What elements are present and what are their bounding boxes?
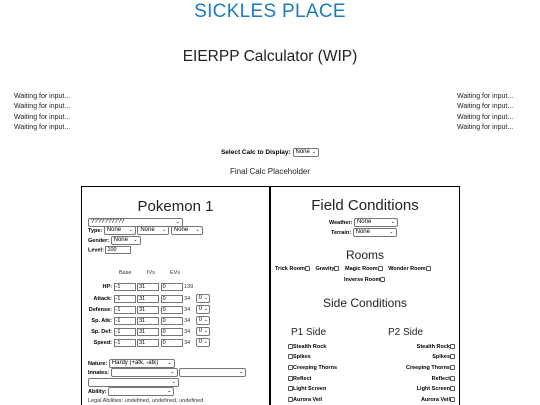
final-calc-placeholder: Final Calc Placeholder xyxy=(229,167,311,176)
p2-condition-checkbox[interactable] xyxy=(450,365,455,370)
room-label-gravity: Gravity xyxy=(315,266,335,272)
stat-iv-input[interactable]: 31 xyxy=(137,317,159,325)
nature-value: Hardy (+atk, -atk) xyxy=(111,360,159,366)
chevron-down-icon: ⌄ xyxy=(133,237,138,243)
p2-side-title: P2 Side xyxy=(388,327,424,338)
stat-ev-input[interactable]: 0 xyxy=(161,295,183,303)
chevron-down-icon: ⌄ xyxy=(390,219,395,225)
p2-condition-label: Creeping Thorns xyxy=(405,365,450,371)
p2-condition-checkbox[interactable] xyxy=(450,354,455,359)
stat-total: 34 xyxy=(184,339,191,346)
chevron-down-icon: ⌄ xyxy=(162,227,167,233)
stat-row xyxy=(82,327,210,336)
base-header: Base xyxy=(119,270,132,276)
stat-iv-input[interactable]: 31 xyxy=(137,328,159,336)
status-line: Waiting for input... xyxy=(457,113,514,121)
chevron-down-icon: ⌄ xyxy=(171,379,176,385)
stat-total: 34 xyxy=(184,317,191,324)
stat-base-input[interactable]: -1 xyxy=(114,317,136,325)
inverse-room-checkbox[interactable] xyxy=(380,277,385,282)
type1-value: None xyxy=(106,227,122,233)
p2-condition xyxy=(406,365,455,371)
chevron-down-icon: ⌄ xyxy=(204,317,209,323)
species-value: ?????????? xyxy=(91,219,125,225)
chevron-down-icon: ⌄ xyxy=(167,360,172,366)
innate3-dropdown[interactable] xyxy=(88,378,179,387)
level-label: Level: xyxy=(88,247,104,254)
stat-row xyxy=(82,316,210,325)
level-input[interactable]: 100 xyxy=(105,246,131,254)
p2-condition-label: Reflect xyxy=(431,376,450,382)
p2-condition xyxy=(421,397,455,403)
stat-row xyxy=(82,338,210,347)
select-calc-label: Select Calc to Display: xyxy=(220,149,291,157)
chevron-down-icon: ⌄ xyxy=(204,295,209,301)
magic-room-checkbox[interactable] xyxy=(378,266,383,271)
chevron-down-icon: ⌄ xyxy=(195,227,200,233)
terrain-label: Terrain: xyxy=(331,229,352,236)
chevron-down-icon: ⌄ xyxy=(128,227,133,233)
stat-stage-value: 0 xyxy=(198,306,202,312)
stat-stage-value: 0 xyxy=(198,317,202,323)
stat-row xyxy=(82,305,210,314)
stat-ev-input[interactable]: 0 xyxy=(161,328,183,336)
select-calc-value: None xyxy=(295,149,310,155)
room-label-trick: Trick Room xyxy=(275,266,305,272)
stat-stage-value: 0 xyxy=(198,295,202,301)
p1-condition xyxy=(288,386,326,392)
stat-ev-input[interactable]: 0 xyxy=(161,339,183,347)
status-line: Waiting for input... xyxy=(14,123,71,131)
innates-label: Innates: xyxy=(88,369,110,376)
p2-condition xyxy=(417,344,455,350)
status-column-left xyxy=(14,92,70,133)
gender-label: Gender: xyxy=(88,237,110,244)
stat-base-input[interactable]: -1 xyxy=(114,295,136,303)
stat-iv-input[interactable]: 31 xyxy=(137,306,159,314)
p2-condition-checkbox[interactable] xyxy=(450,386,455,391)
p1-condition-label: Aurora Veil xyxy=(293,397,323,403)
weather-label: Weather: xyxy=(329,219,353,226)
ivs-header: IVs xyxy=(147,270,155,276)
pokemon-panel xyxy=(82,187,269,405)
stat-label: Attack: xyxy=(93,295,112,302)
stat-total: 34 xyxy=(184,328,191,335)
gender-value: None xyxy=(113,237,128,243)
chevron-down-icon: ⌄ xyxy=(204,339,209,345)
stat-ev-input[interactable]: 0 xyxy=(161,283,183,291)
stat-total: 34 xyxy=(184,306,191,313)
innate2-dropdown[interactable] xyxy=(179,368,246,377)
type3-dropdown[interactable] xyxy=(171,226,203,235)
stat-label: HP: xyxy=(102,284,112,291)
p1-condition-label: Light Screen xyxy=(293,386,327,392)
page-title: EIERPP Calculator (WIP) xyxy=(182,48,358,65)
stat-stage-dropdown[interactable] xyxy=(196,294,210,303)
nature-label: Nature: xyxy=(88,360,108,367)
innate1-dropdown[interactable] xyxy=(111,368,178,377)
p2-condition-checkbox[interactable] xyxy=(450,397,455,402)
trick-room-checkbox[interactable] xyxy=(305,266,310,271)
p1-condition xyxy=(288,376,311,382)
p2-condition-label: Stealth Rock xyxy=(416,344,450,350)
stat-label: Defense: xyxy=(88,306,112,313)
type1-dropdown[interactable] xyxy=(104,226,136,235)
p1-condition-label: Creeping Thorns xyxy=(293,365,338,371)
pokemon-title: Pokemon 1 xyxy=(137,198,214,215)
chevron-down-icon: ⌄ xyxy=(311,149,317,155)
status-line: Waiting for input... xyxy=(457,103,514,111)
p2-condition-checkbox[interactable] xyxy=(450,376,455,381)
weather-value: None xyxy=(356,219,372,225)
stat-total: 34 xyxy=(184,295,191,302)
stat-iv-input[interactable]: 31 xyxy=(137,339,159,347)
side-conditions-title: Side Conditions xyxy=(322,296,408,310)
terrain-dropdown[interactable] xyxy=(353,228,397,237)
p1-side-title: P1 Side xyxy=(291,327,327,338)
room-label-wonder: Wonder Room xyxy=(388,266,426,272)
stat-iv-input[interactable]: 31 xyxy=(137,295,159,303)
terrain-value: None xyxy=(355,229,370,235)
status-line: Waiting for input... xyxy=(457,93,514,100)
wonder-room-checkbox[interactable] xyxy=(426,266,431,271)
type3-value: None xyxy=(173,227,189,233)
p2-condition-checkbox[interactable] xyxy=(450,344,455,349)
p1-condition xyxy=(288,354,311,360)
p1-condition xyxy=(288,344,326,350)
p2-condition xyxy=(432,354,455,360)
stat-row xyxy=(82,283,194,291)
type2-dropdown[interactable] xyxy=(137,226,169,235)
stat-label: Sp. Def: xyxy=(91,328,112,335)
stat-row xyxy=(82,294,210,303)
room-label-magic: Magic Room xyxy=(344,266,378,272)
field-panel xyxy=(271,187,459,405)
stat-base-input[interactable]: -1 xyxy=(114,328,136,336)
ability-dropdown[interactable] xyxy=(108,387,174,396)
p2-condition xyxy=(432,376,455,382)
stat-label: Speed: xyxy=(93,339,112,346)
gender-dropdown[interactable] xyxy=(111,236,141,245)
weather-dropdown[interactable] xyxy=(354,218,398,227)
p2-condition-label: Light Screen xyxy=(416,386,450,392)
chevron-down-icon: ⌄ xyxy=(175,219,180,225)
stat-stage-dropdown[interactable] xyxy=(196,316,210,325)
p2-condition-label: Spikes xyxy=(432,354,450,360)
p1-condition xyxy=(288,397,322,403)
chevron-down-icon: ⌄ xyxy=(170,369,175,375)
status-line: Waiting for input... xyxy=(14,113,71,121)
stat-base-input[interactable]: -1 xyxy=(114,339,136,347)
calculator-box xyxy=(81,186,460,405)
stat-stage-dropdown[interactable] xyxy=(196,305,210,314)
stat-label: Sp. Atk: xyxy=(91,317,112,324)
stat-base-input[interactable]: -1 xyxy=(114,306,136,314)
select-calc-dropdown[interactable] xyxy=(293,148,320,157)
legal-abilities: Legal Abilities: undefined, undefined, undefined xyxy=(88,398,204,404)
ability-label: Ability: xyxy=(88,388,107,395)
stat-stage-value: 0 xyxy=(198,339,202,345)
type2-value: None xyxy=(140,227,155,233)
chevron-down-icon: ⌄ xyxy=(238,369,244,375)
stat-ev-input[interactable]: 0 xyxy=(161,317,183,325)
select-calc-row xyxy=(0,148,540,157)
room-label-inverse: Inverse Room xyxy=(344,277,381,283)
p2-condition-label: Aurora Veil xyxy=(420,397,450,403)
gravity-checkbox[interactable] xyxy=(334,266,339,271)
nature-dropdown[interactable] xyxy=(109,359,175,368)
status-column-right xyxy=(457,92,513,133)
p1-condition-label: Reflect xyxy=(293,376,312,382)
chevron-down-icon: ⌄ xyxy=(166,388,172,394)
status-line: Waiting for input... xyxy=(14,103,71,111)
stat-stage-value: 0 xyxy=(198,328,202,334)
stat-ev-input[interactable]: 0 xyxy=(161,306,183,314)
chevron-down-icon: ⌄ xyxy=(204,306,209,312)
type-label: Type: xyxy=(88,227,103,234)
stat-stage-dropdown[interactable] xyxy=(196,327,210,336)
stat-stage-dropdown[interactable] xyxy=(196,338,210,347)
stat-base-input[interactable]: -1 xyxy=(114,283,136,291)
chevron-down-icon: ⌄ xyxy=(204,328,209,334)
evs-header: EVs xyxy=(170,270,181,276)
p1-condition xyxy=(288,365,337,371)
chevron-down-icon: ⌄ xyxy=(389,229,394,235)
status-line: Waiting for input... xyxy=(14,93,71,100)
p1-condition-label: Spikes xyxy=(293,354,311,360)
p2-condition xyxy=(417,386,455,392)
status-line: Waiting for input... xyxy=(457,123,514,131)
stat-iv-input[interactable]: 31 xyxy=(137,283,159,291)
stat-total: 139 xyxy=(184,284,194,291)
field-title: Field Conditions xyxy=(311,197,419,214)
p1-condition-label: Stealth Rock xyxy=(293,344,327,350)
site-title: SICKLES PLACE xyxy=(194,1,346,22)
rooms-title: Rooms xyxy=(345,248,384,262)
